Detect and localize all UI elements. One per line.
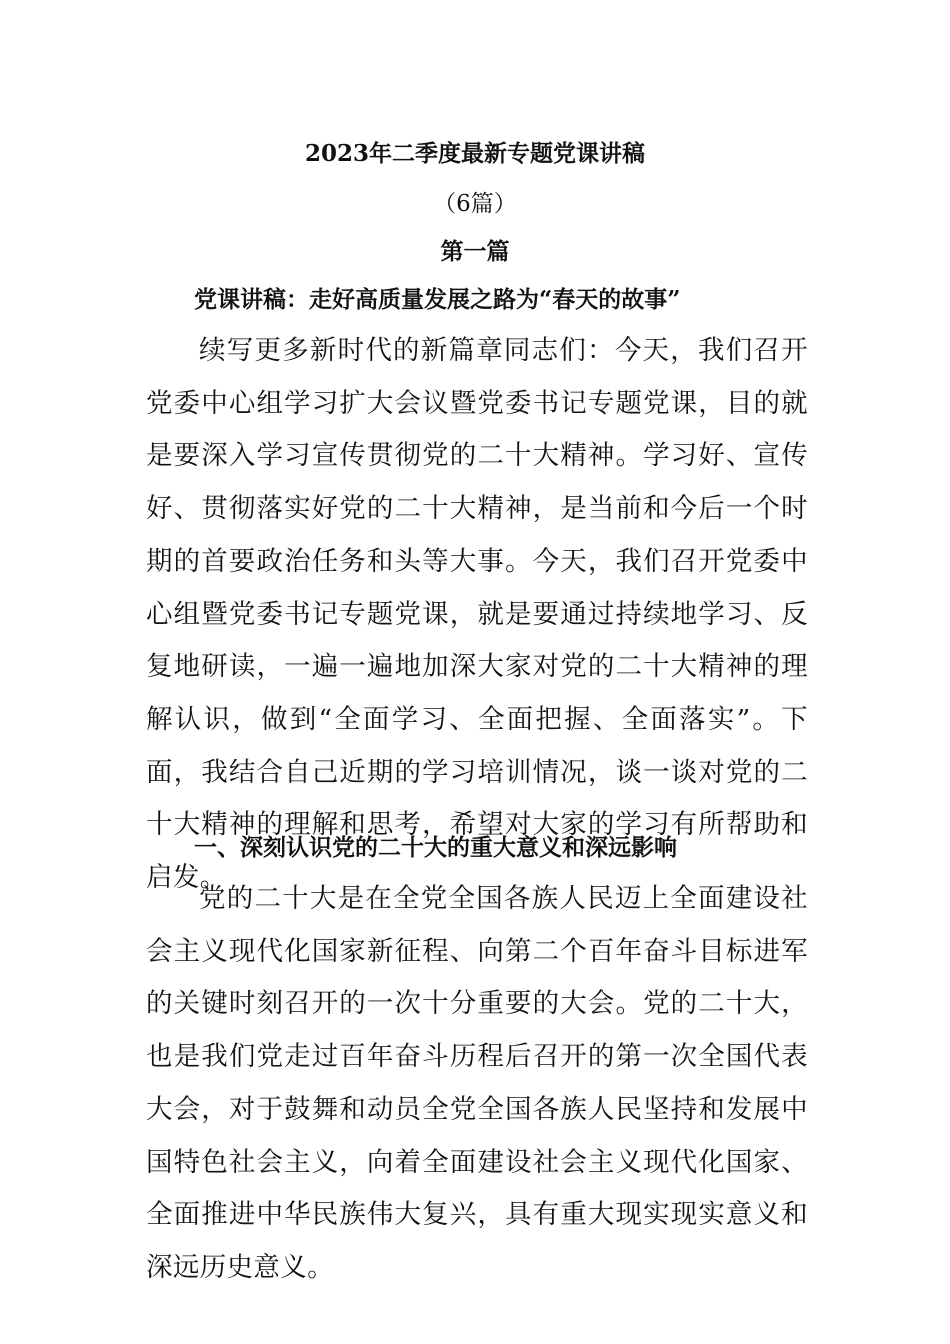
document-count-note: （6篇） xyxy=(433,191,517,217)
document-title: 2023年二季度最新专题党课讲稿 xyxy=(304,140,645,167)
paragraph-intro: 续写更多新时代的新篇章同志们：今天，我们召开党委中心组学习扩大会议暨党委书记专题党课，目的就是要深入学习宣传贯彻党的二十大精神。学习好、宣传好、贯彻落实好党的二十大精神，是当前和今后一个时期的首要政治任务和头等大事。今天，我们召开党委中心组暨党委书记专题党课，就是要通过持续地学习、反复地研读，一遍一遍地加深大家对党的二十大精神的理解认识，做到“全面学习、全面把握、全面落实”。下面，我结合自己近期的学习培训情况，谈一谈对党的二十大精神的理解和思考，希望对大家的学习有所帮助和启发。 xyxy=(146,335,808,894)
section-label: 第一篇 xyxy=(440,238,510,265)
paragraph-section-1: 党的二十大是在全党全国各族人民迈上全面建设社会主义现代化国家新征程、向第二个百年奋斗目标进军的关键时刻召开的一次十分重要的大会。党的二十大，也是我们党走过百年奋斗历程后召开的第一次全国代表大会，对于鼓舞和动员全党全国各族人民坚持和发展中国特色社会主义，向着全面建设社会主义现代化国家、全面推进中华民族伟大复兴，具有重大现实现实意义和深远历史意义。 xyxy=(146,883,808,1283)
lecture-subtitle: 党课讲稿：走好高质量发展之路为“春天的故事” xyxy=(194,286,681,313)
section-heading-1: 一、深刻认识党的二十大的重大意义和深远影响 xyxy=(194,834,677,861)
